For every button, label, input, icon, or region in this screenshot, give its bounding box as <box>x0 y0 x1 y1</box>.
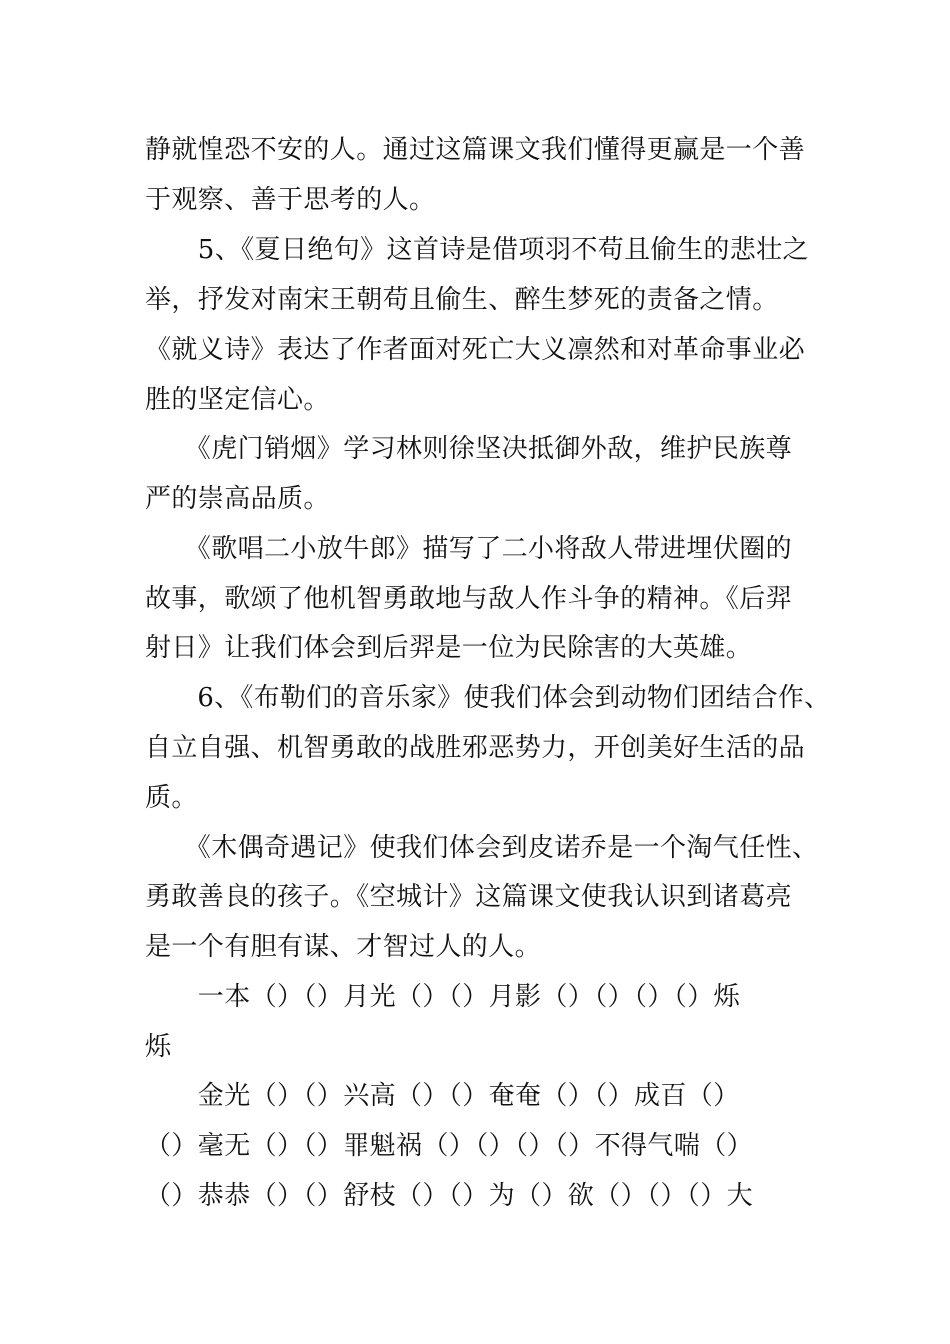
text-line: 质。 <box>145 783 198 813</box>
text-line: 于观察、善于思考的人。 <box>145 185 436 215</box>
text-line: 严的崇高品质。 <box>145 484 330 514</box>
text-line: 举，抒发对南宋王朝苟且偷生、醉生梦死的责备之情。 <box>145 285 779 315</box>
text-line: 故事，歌颂了他机智勇敢地与敌人作斗争的精神。《后羿 <box>145 584 793 614</box>
text-line: 一本（）（）月光（）（）月影（）（）（）（）烁 <box>145 982 741 1012</box>
text-line: 胜的坚定信心。 <box>145 385 330 415</box>
text-line: 《虎门销烟》学习林则徐坚决抵御外敌，维护民族尊 <box>145 434 793 464</box>
text-line: 《就义诗》表达了作者面对死亡大义凛然和对革命事业必 <box>145 335 806 365</box>
text-line: 《木偶奇遇记》使我们体会到皮诺乔是一个淘气任性、 <box>145 833 819 863</box>
text-line: 金光（）（）兴高（）（）奄奄（）（）成百（） <box>145 1081 740 1111</box>
text-line: 《歌唱二小放牛郎》描写了二小将敌人带进埋伏圈的 <box>145 534 793 564</box>
text-line: （）恭恭（）（）舒枝（）（）为（）欲（）（）（）大 <box>145 1181 754 1211</box>
text-line: 烁 <box>145 1032 172 1062</box>
text-line: 是一个有胆有谋、才智过人的人。 <box>145 932 542 962</box>
text-line: 6、《布勒们的音乐家》使我们体会到动物们团结合作、 <box>145 683 831 713</box>
text-line: 射日》让我们体会到后羿是一位为民除害的大英雄。 <box>145 633 753 663</box>
text-line: 静就惶恐不安的人。通过这篇课文我们懂得更赢是一个善 <box>145 135 806 165</box>
text-line: 5、《夏日绝句》这首诗是借项羽不苟且偷生的悲壮之 <box>145 235 809 265</box>
text-line: 自立自强、机智勇敢的战胜邪恶势力，开创美好生活的品 <box>145 733 806 763</box>
text-line: （）毫无（）（）罪魁祸（）（）（）（）不得气喘（） <box>145 1131 754 1161</box>
text-line: 勇敢善良的孩子。《空城计》这篇课文使我认识到诸葛亮 <box>145 882 793 912</box>
